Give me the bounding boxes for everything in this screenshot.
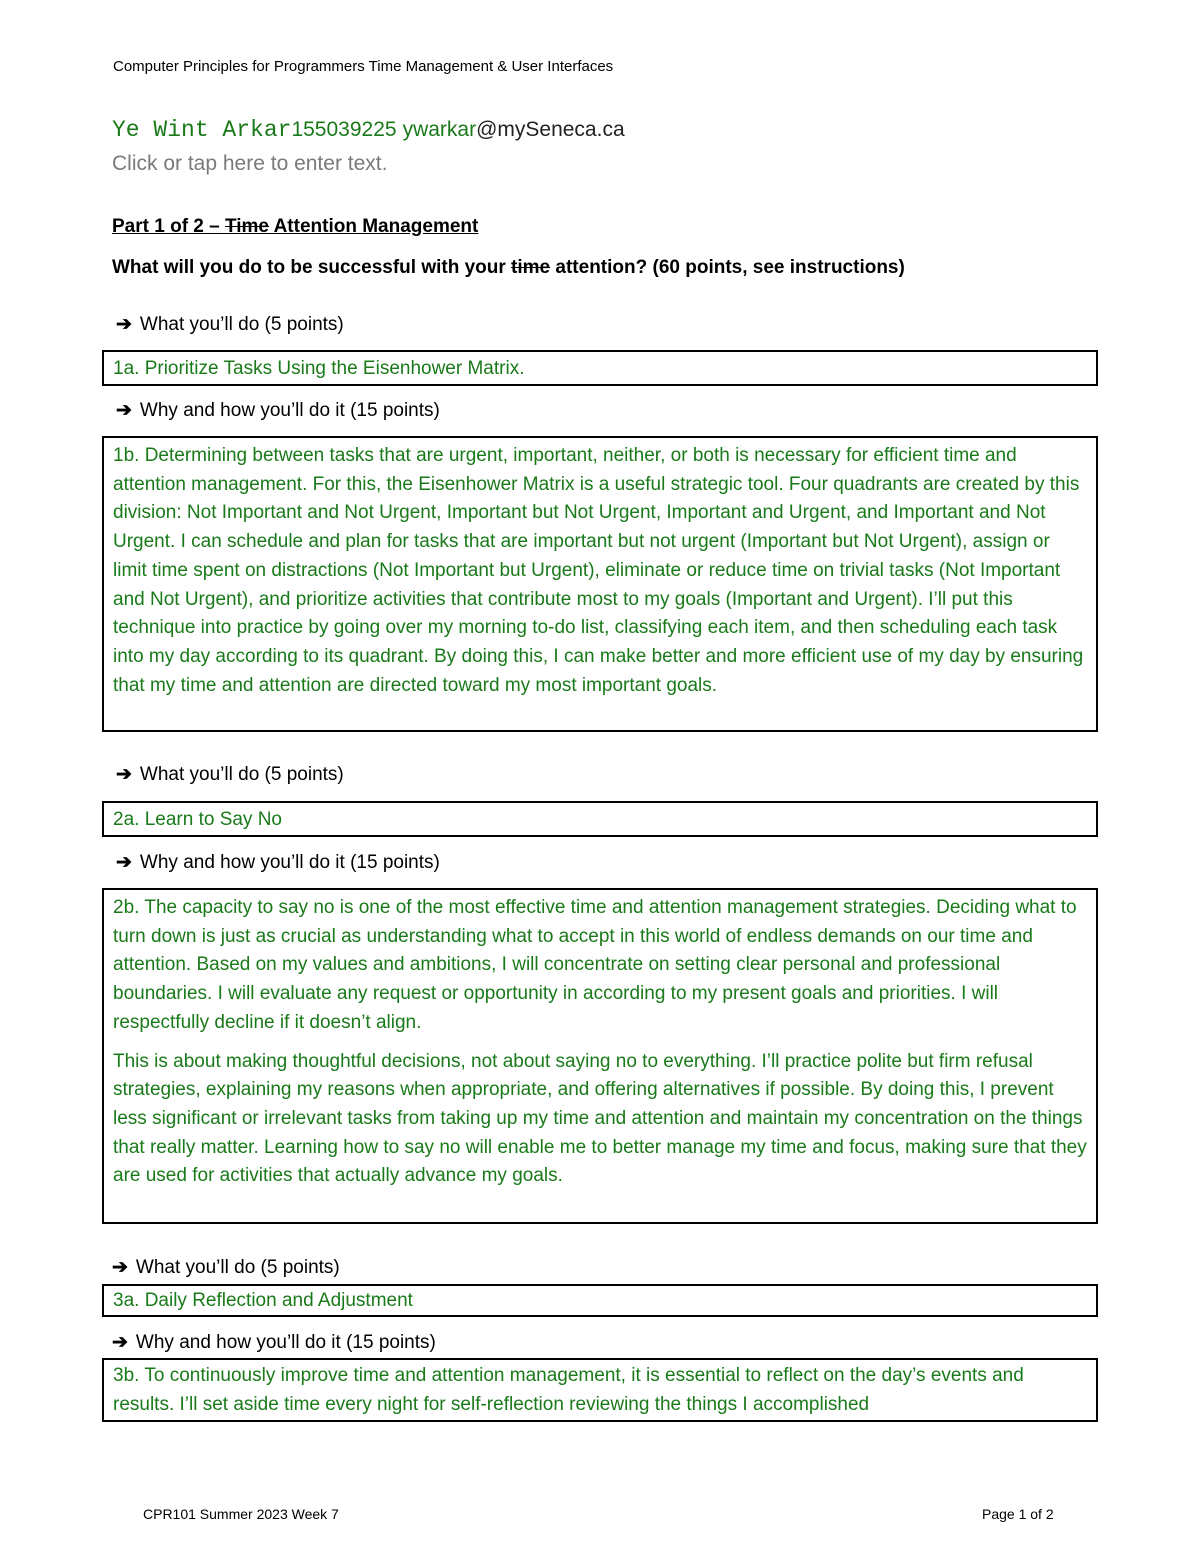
prompt-why-2: ➔ Why and how you’ll do it (15 points)	[116, 852, 440, 873]
arrow-icon: ➔	[116, 852, 132, 873]
answer-2b-paragraph-2: This is about making thoughtful decisions, not about saying no to everything. I’ll practice polite but firm refusal strategies, explaining my reasons when appropriate, and offering alternatives if possible. By doing this, I prevent less significant or irrelevant tasks from taking up my time and attention and maintain my concentration on the things that really matter. Learning how to say no will enable me to better manage my time and focus, making sure that they are used for activities that actually advance my goals.	[113, 1050, 1087, 1187]
answer-3b-box[interactable]: 3b. To continuously improve time and attention management, it is essential to reflect on the day’s events and results. I’ll set aside time every night for self-reflection reviewing the things I accomplished	[102, 1358, 1098, 1422]
struck-word: time	[511, 257, 551, 278]
prompt-what-3: ➔ What you’ll do (5 points)	[112, 1257, 340, 1278]
arrow-icon: ➔	[116, 400, 132, 421]
prompt-what-2: ➔ What you’ll do (5 points)	[116, 764, 344, 785]
answer-1a-box[interactable]: 1a. Prioritize Tasks Using the Eisenhower Matrix.	[102, 350, 1098, 386]
struck-word: Time	[225, 216, 270, 237]
placeholder-text-field[interactable]: Click or tap here to enter text.	[112, 152, 388, 175]
answer-2a-box[interactable]: 2a. Learn to Say No	[102, 801, 1098, 837]
arrow-icon: ➔	[116, 314, 132, 335]
email-domain: @mySeneca.ca	[476, 118, 625, 141]
page-header: Computer Principles for Programmers Time Management & User Interfaces	[113, 58, 614, 75]
student-name: Ye Wint Arkar	[112, 117, 292, 143]
student-id: 155039225	[291, 118, 397, 141]
email-user: ywarkar	[402, 118, 477, 141]
arrow-icon: ➔	[112, 1332, 128, 1353]
part-title: Part 1 of 2 – Time Attention Management	[112, 216, 479, 237]
student-info[interactable]	[112, 116, 625, 143]
arrow-icon: ➔	[116, 764, 132, 785]
arrow-icon: ➔	[112, 1257, 128, 1278]
answer-2b-paragraph-1: 2b. The capacity to say no is one of the most effective time and attention management strategies. Deciding what to turn down is just as crucial as understanding what to accept in this world of endless demands on our time and attention. Based on my values and ambitions, I will concentrate on setting clear personal and professional boundaries. I will evaluate any request or opportunity in according to my present goals and priorities. I will respectfully decline if it doesn’t align.	[113, 897, 1077, 1033]
footer-page-number: Page 1 of 2	[982, 1506, 1054, 1522]
prompt-what-1: ➔ What you’ll do (5 points)	[116, 314, 344, 335]
prompt-why-3: ➔ Why and how you’ll do it (15 points)	[112, 1332, 436, 1353]
prompt-why-1: ➔ Why and how you’ll do it (15 points)	[116, 400, 440, 421]
answer-3a-box[interactable]: 3a. Daily Reflection and Adjustment	[102, 1284, 1098, 1317]
question-heading: What will you do to be successful with your time attention? (60 points, see instructions)	[112, 257, 905, 278]
answer-2b-box[interactable]	[102, 888, 1098, 1224]
footer-course-week: CPR101 Summer 2023 Week 7	[143, 1506, 339, 1522]
answer-1b-box[interactable]: 1b. Determining between tasks that are urgent, important, neither, or both is necessary for efficient time and attention management. For this, the Eisenhower Matrix is a useful strategic tool. Four quadrants are created by this division: Not Important and Not Urgent, Important but Not Urgent, Important and Urgent, and Important and Not Urgent. I can schedule and plan for tasks that are important but not urgent (Important but Not Urgent), assign or limit time spent on distractions (Not Important but Urgent), eliminate or reduce time on trivial tasks (Not Important and Not Urgent), and prioritize activities that contribute most to my goals (Important and Urgent). I’ll put this technique into practice by going over my morning to-do list, classifying each item, and then scheduling each task into my day according to its quadrant. By doing this, I can make better and more efficient use of my day by ensuring that my time and attention are directed toward my most important goals.	[102, 436, 1098, 732]
